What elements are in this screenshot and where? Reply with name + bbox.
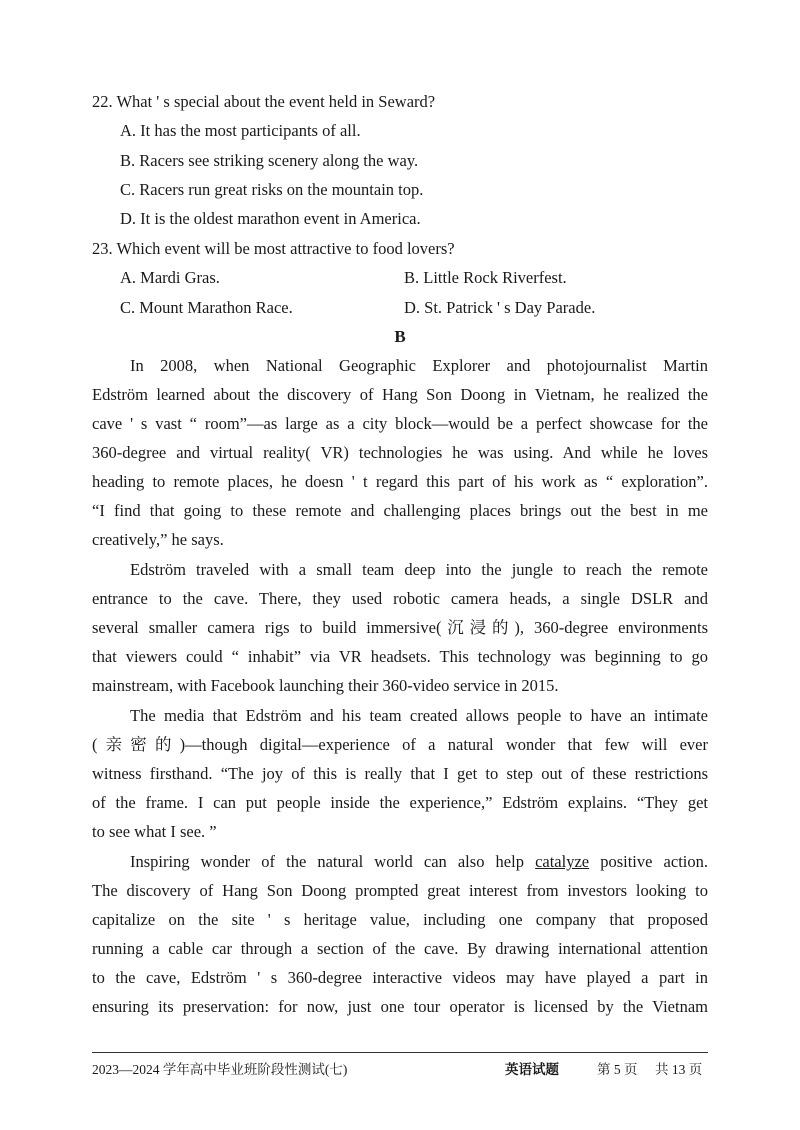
question-23-stem: 23. Which event will be most attractive to food lovers? (92, 239, 455, 258)
passage-line: In 2008, when National Geographic Explorer and photojournalist Martin (130, 356, 708, 375)
passage-line: heading to remote places, he doesn ' t regard this part of his work as “ exploration”. (92, 472, 708, 491)
passage-line: to see what I see. ” (92, 822, 217, 841)
passage-line: to the cave, Edström ' s 360-degree interactive videos may have played a part in (92, 968, 708, 987)
passage-text: Inspiring wonder of the natural world can also help (130, 852, 536, 871)
question-23-option-b: B. Little Rock Riverfest. (404, 268, 567, 287)
footer-subject: 英语试题 (505, 1062, 559, 1077)
question-22-option-a: A. It has the most participants of all. (120, 121, 361, 140)
question-23-option-a: A. Mardi Gras. (120, 268, 220, 287)
passage-line: witness firsthand. “The joy of this is really that I get to step out of these restrictions (92, 764, 708, 783)
passage-text: positive action. (589, 852, 708, 871)
passage-line: cave ' s vast “ room”—as large as a city block—would be a perfect showcase for the (92, 414, 708, 433)
passage-line: Edström traveled with a small team deep into the jungle to reach the remote (130, 560, 708, 579)
passage-line: of the frame. I can put people inside the experience,” Edström explains. “They get (92, 793, 708, 812)
passage-line: entrance to the cave. There, they used robotic camera heads, a single DSLR and (92, 589, 708, 608)
footer-exam-title: 2023—2024 学年高中毕业班阶段性测试(七) (92, 1062, 348, 1077)
passage-line: ensuring its preservation: for now, just one tour operator is licensed by the Vietnam (92, 997, 708, 1016)
footer-page-number: 第 5 页 (597, 1062, 638, 1077)
passage-line: The media that Edström and his team created allows people to have an intimate (130, 706, 708, 725)
question-22-stem: 22. What ' s special about the event held in Seward? (92, 92, 436, 111)
footer-total-pages: 共 13 页 (655, 1062, 703, 1077)
passage-line: that viewers could “ inhabit” via VR headsets. This technology was beginning to go (92, 647, 708, 666)
passage-line: (亲密的)—though digital—experience of a natural wonder that few will ever (92, 735, 708, 754)
passage-line: several smaller camera rigs to build immersive(沉浸的), 360-degree environments (92, 618, 708, 637)
footer-divider (92, 1052, 708, 1053)
passage-line: 360-degree and virtual reality( VR) technologies he was using. And while he loves (92, 443, 708, 462)
passage-line (130, 852, 708, 872)
passage-line: running a cable car through a section of the cave. By drawing international attention (92, 939, 708, 958)
passage-line: capitalize on the site ' s heritage value, including one company that proposed (92, 910, 708, 929)
question-22-option-b: B. Racers see striking scenery along the way. (120, 151, 419, 170)
question-22-option-c: C. Racers run great risks on the mountain top. (120, 180, 424, 199)
passage-line: Edström learned about the discovery of Hang Son Doong in Vietnam, he realized the (92, 385, 708, 404)
passage-line: creatively,” he says. (92, 530, 224, 549)
passage-line: The discovery of Hang Son Doong prompted great interest from investors looking to (92, 881, 708, 900)
passage-line: mainstream, with Facebook launching their 360-video service in 2015. (92, 676, 559, 695)
question-23-option-d: D. St. Patrick ' s Day Parade. (404, 298, 596, 317)
section-heading: B (394, 327, 406, 346)
underlined-word: catalyze (535, 852, 590, 871)
question-22-option-d: D. It is the oldest marathon event in America. (120, 209, 421, 228)
question-23-option-c: C. Mount Marathon Race. (120, 298, 293, 317)
passage-line: “I find that going to these remote and challenging places brings out the best in me (92, 501, 708, 520)
